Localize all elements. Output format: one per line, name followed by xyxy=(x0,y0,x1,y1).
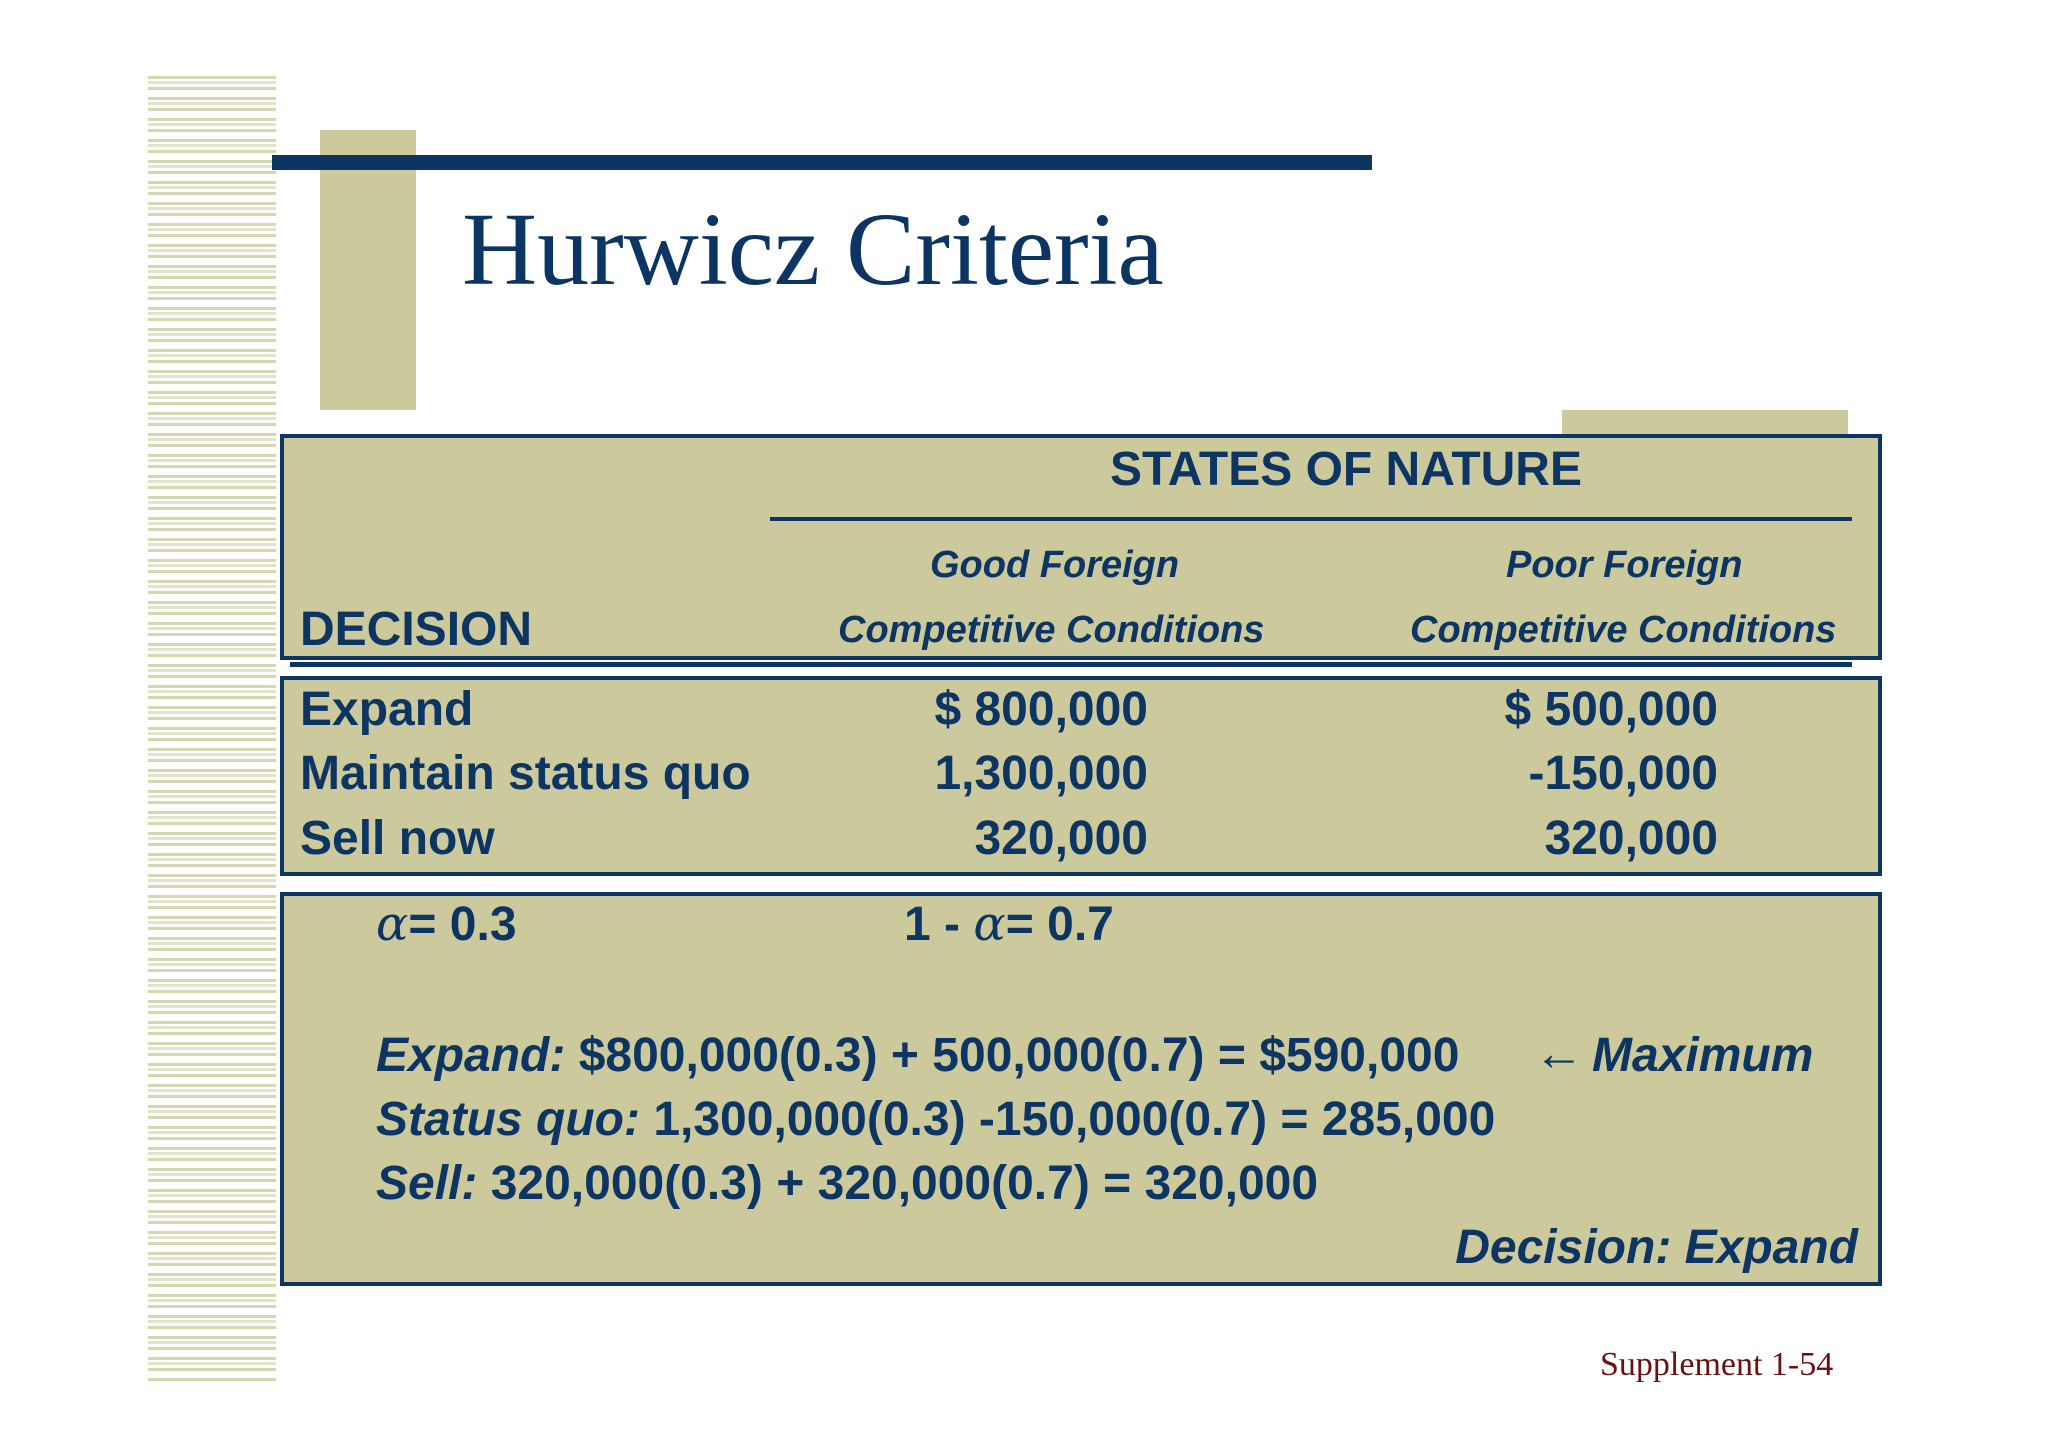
alpha-value xyxy=(376,896,517,952)
one-minus-prefix: 1 - xyxy=(904,898,961,951)
decision-header: DECISION xyxy=(300,603,533,656)
decorative-stripes xyxy=(148,76,276,1382)
one-minus-alpha-value xyxy=(904,896,1114,952)
calc-expand-label: Expand: xyxy=(376,1029,566,1082)
col-poor-line1: Poor Foreign xyxy=(1506,544,1743,586)
row-expand-good: $ 800,000 xyxy=(934,683,1148,736)
calc-expand-formula: $800,000(0.3) + 500,000(0.7) = $590,000 xyxy=(565,1029,1460,1082)
slide-footer: Supplement 1-54 xyxy=(1600,1346,1834,1383)
calc-status-quo-formula: 1,300,000(0.3) -150,000(0.7) = 285,000 xyxy=(639,1093,1496,1146)
calc-line-status-quo xyxy=(376,1092,1495,1147)
header-underline xyxy=(770,517,1852,521)
row-sell-good: 320,000 xyxy=(974,812,1148,865)
slide-title: Hurwicz Criteria xyxy=(462,192,1164,307)
left-arrow-icon: ← xyxy=(1534,1025,1584,1081)
row-status-quo-poor: -150,000 xyxy=(1528,747,1718,800)
row-expand-poor: $ 500,000 xyxy=(1504,683,1718,736)
one-minus-text: = 0.7 xyxy=(1005,898,1114,951)
title-rule xyxy=(272,155,1372,170)
alpha-symbol: α xyxy=(376,896,409,952)
row-status-quo-good: 1,300,000 xyxy=(934,747,1148,800)
calc-status-quo-label: Status quo: xyxy=(376,1093,640,1146)
decorative-square-left xyxy=(320,130,416,410)
decision-result: Decision: Expand xyxy=(1455,1221,1858,1274)
header-separator xyxy=(290,662,1852,667)
row-status-quo-label: Maintain status quo xyxy=(300,747,751,800)
calc-sell-formula: 320,000(0.3) + 320,000(0.7) = 320,000 xyxy=(477,1157,1319,1210)
col-good-line2: Competitive Conditions xyxy=(838,609,1265,651)
col-poor-line2: Competitive Conditions xyxy=(1410,609,1837,651)
alpha-symbol-2: α xyxy=(973,896,1006,952)
row-expand-label: Expand xyxy=(300,683,474,736)
row-sell-poor: 320,000 xyxy=(1544,812,1718,865)
states-of-nature-header: STATES OF NATURE xyxy=(1110,443,1582,496)
calc-line-expand xyxy=(376,1028,1459,1083)
row-sell-label: Sell now xyxy=(300,812,495,865)
calc-sell-label: Sell: xyxy=(376,1157,478,1210)
alpha-text: = 0.3 xyxy=(408,898,517,951)
maximum-label: Maximum xyxy=(1592,1029,1814,1082)
col-good-line1: Good Foreign xyxy=(930,544,1180,586)
calc-line-sell xyxy=(376,1156,1318,1211)
